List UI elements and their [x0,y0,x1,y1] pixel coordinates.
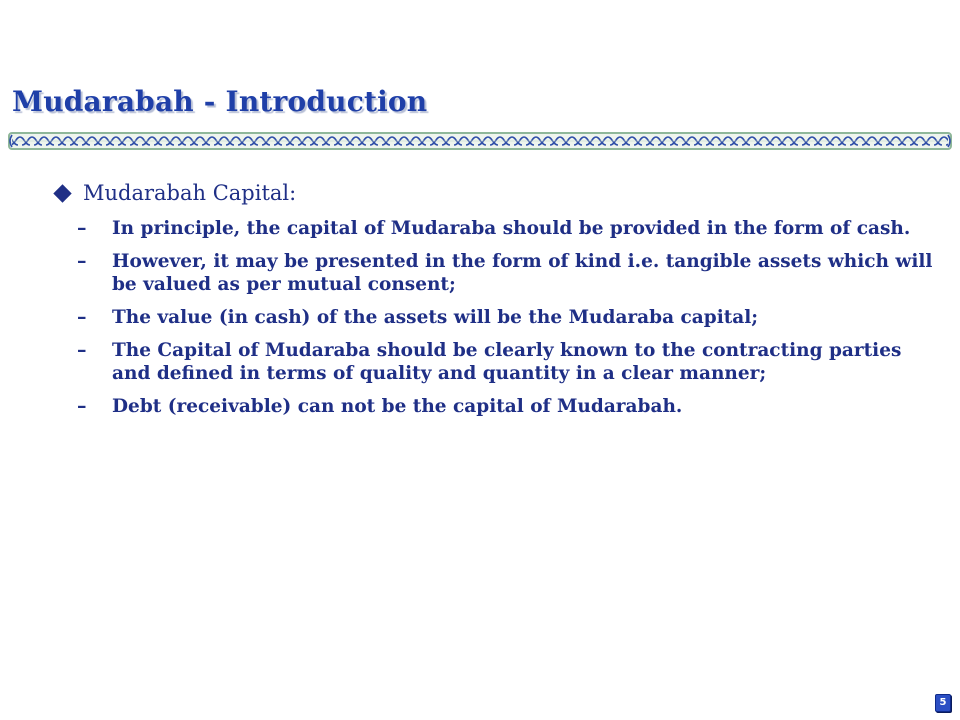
sub-bullet [74,250,934,296]
sub-bullet [74,339,934,385]
dash-marker: – [77,339,87,361]
dash-marker: – [77,306,87,328]
sub-bullet [74,217,934,240]
main-bullet [52,178,296,208]
sub-bullet-text: The Capital of Mudaraba should be clearly known to the contracting parties and defined in terms of quality and quantity in a clear manner; [112,340,902,384]
slide-title: Mudarabah - Introduction [12,85,428,118]
dash-marker: – [77,395,87,417]
sub-bullet-text: Debt (receivable) can not be the capital of Mudarabah. [112,396,683,417]
sub-bullet-list [74,217,934,428]
sub-bullet [74,306,934,329]
sub-bullet-text: In principle, the capital of Mudaraba should be provided in the form of cash. [112,218,911,239]
sub-bullet [74,395,934,418]
page-number-badge: 5 [935,694,951,712]
decorative-divider [8,131,952,151]
dash-marker: – [77,250,87,272]
sub-bullet-text: However, it may be presented in the form of kind i.e. tangible assets which will be valued as per mutual consent; [112,251,933,295]
main-bullet-text: Mudarabah Capital: [83,181,297,205]
dash-marker: – [77,217,87,239]
sub-bullet-text: The value (in cash) of the assets will be the Mudaraba capital; [112,307,759,328]
diamond-bullet-icon [53,184,71,202]
